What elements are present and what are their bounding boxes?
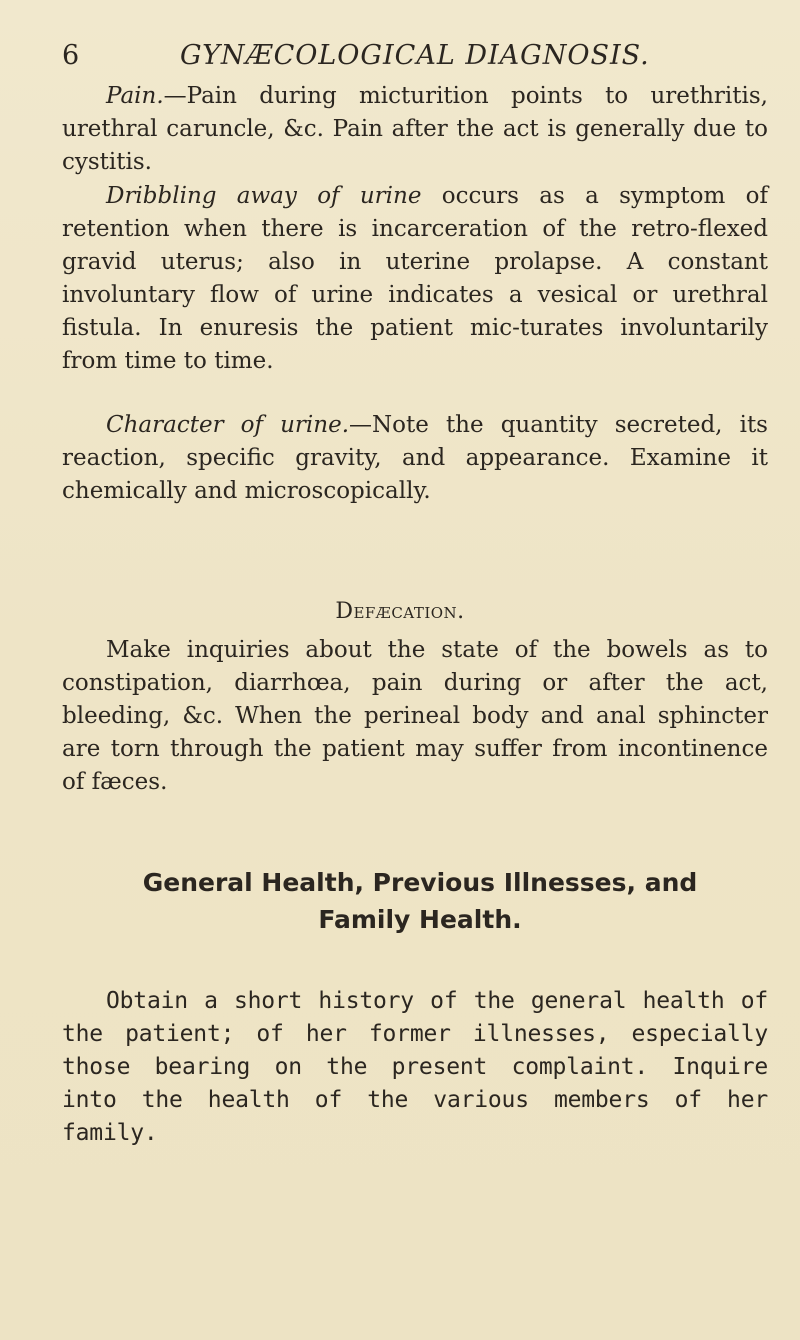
dribbling-heading: Dribbling away of urine — [106, 183, 422, 209]
section-heading-defaecation: Defæcation. — [335, 599, 465, 624]
defaecation-text: Make inquiries about the state of the bowels as to constipation, diarrhœa, pain during or after the act, bleeding, &c. When the perineal body and anal sphincter are torn through the patient may suffer from incontinence of fæces. — [62, 637, 768, 795]
running-head — [62, 36, 762, 76]
section-heading-general-health: General Health, Previous Illnesses, and Family Health. — [142, 868, 698, 934]
character-heading: Character of urine. — [106, 412, 350, 438]
paragraph-character-of-urine — [62, 409, 768, 508]
page-number: 6 — [62, 40, 80, 71]
pain-text: —Pain during micturition points to urethritis, urethral caruncle, &c. Pain after the act is generally due to cystitis. — [62, 83, 768, 175]
paragraph-general-health — [62, 985, 768, 1150]
paragraph-defaecation — [62, 634, 768, 799]
general-text: Obtain a short history of the general health of the patient; of her former illnesses, especially those bearing on the present complaint. Inquire into the health of the various members of her family. — [62, 988, 768, 1146]
dribbling-text: occurs as a symptom of retention when there is incarceration of the retro-flexed gravid uterus; also in uterine prolapse. A constant involuntary flow of urine indicates a vesical or urethral fistula. In enuresis the patient mic-turates involuntarily from time to time. — [62, 183, 768, 374]
pain-heading: Pain. — [106, 83, 164, 109]
character-text: —Note the quantity secreted, its reaction, specific gravity, and appearance. Examine it chemically and microscopically. — [62, 412, 768, 504]
paragraph-dribbling-and-character — [62, 180, 768, 378]
paragraph-pain — [62, 80, 768, 179]
running-title: GYNÆCOLOGICAL DIAGNOSIS. — [180, 40, 650, 71]
